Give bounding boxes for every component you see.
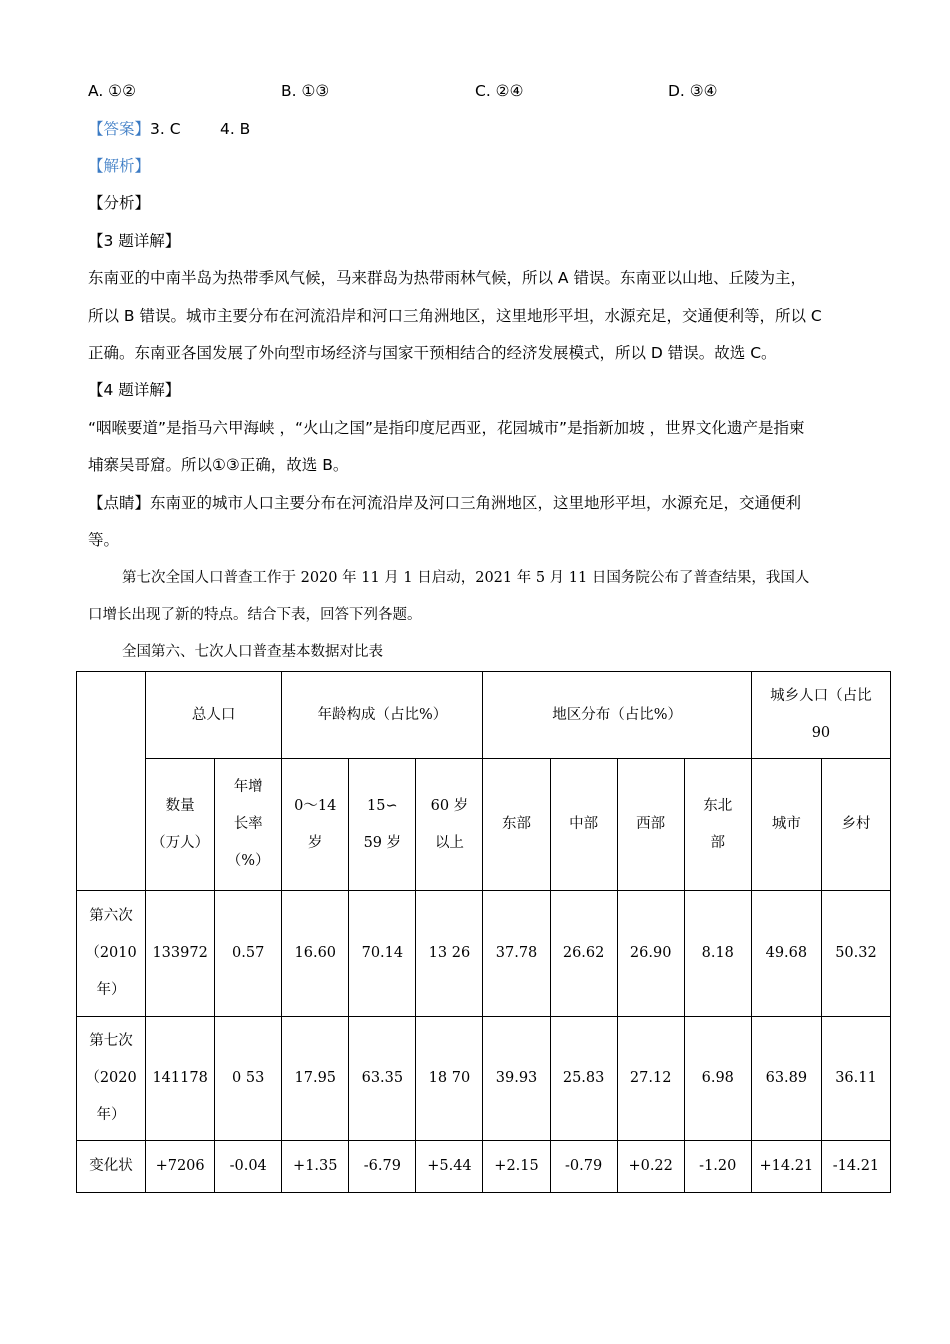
sub-age3 xyxy=(416,759,483,891)
row-label: 变化状 xyxy=(77,1141,146,1193)
sub-age1-l1: 0～14 xyxy=(294,797,337,814)
census-table xyxy=(76,671,891,1193)
sub-age2-l1: 15∽ xyxy=(367,797,398,814)
group-urban-rural-line-1: 城乡人口（占比 xyxy=(770,688,872,704)
cell: 6.98 xyxy=(684,1017,751,1141)
cell: 141178 xyxy=(146,1017,215,1141)
sub-rate-l1: 年增 xyxy=(233,779,263,795)
q3-title: 【3 题详解】 xyxy=(88,232,181,250)
row-label-l2: （2010 xyxy=(85,945,137,961)
dianjing-tag: 【点睛】 xyxy=(88,494,151,512)
table-sub-header xyxy=(77,759,891,891)
row-label-l3: 年） xyxy=(96,1107,126,1123)
cell: 16.60 xyxy=(282,891,349,1017)
cell: 49.68 xyxy=(751,891,821,1017)
group-region: 地区分布（占比%） xyxy=(483,672,751,759)
cell: 50.32 xyxy=(821,891,890,1017)
sub-rate-l3: （%） xyxy=(226,853,270,869)
table-row xyxy=(77,1017,891,1141)
sub-age1-l2: 岁 xyxy=(308,834,323,851)
cell: 13 26 xyxy=(416,891,483,1017)
group-urban-rural-line-2: 90 xyxy=(811,725,831,741)
sub-east: 东部 xyxy=(483,759,550,891)
cell: 8.18 xyxy=(684,891,751,1017)
cell: 39.93 xyxy=(483,1017,550,1141)
row-label xyxy=(77,891,146,1017)
row-label-l1: 第七次 xyxy=(89,1033,133,1049)
corner-cell xyxy=(77,672,146,891)
cell: +0.22 xyxy=(617,1141,684,1193)
cell: 0.57 xyxy=(215,891,282,1017)
cell: +14.21 xyxy=(751,1141,821,1193)
row-label xyxy=(77,1017,146,1141)
cell: +1.35 xyxy=(282,1141,349,1193)
sub-rate-l2: 长率 xyxy=(233,816,263,832)
q3-line-1: 东南亚的中南半岛为热带季风气候，马来群岛为热带雨林气候，所以 A 错误。东南亚以山地、丘陵为主， xyxy=(88,269,806,287)
dianjing-line-2: 等。 xyxy=(88,531,120,549)
cell: 37.78 xyxy=(483,891,550,1017)
cell: 18 70 xyxy=(416,1017,483,1141)
analysis-tag: 【解析】 xyxy=(88,157,151,175)
cell: -14.21 xyxy=(821,1141,890,1193)
sub-age1 xyxy=(282,759,349,891)
group-total: 总人口 xyxy=(146,672,282,759)
sub-west: 西部 xyxy=(617,759,684,891)
cell: +7206 xyxy=(146,1141,215,1193)
q3-line-2: 所以 B 错误。城市主要分布在河流沿岸和河口三角洲地区，这里地形平坦，水源充足，交通便利等，所以 C xyxy=(88,307,822,325)
row-label-l1: 第六次 xyxy=(89,908,133,924)
intro-line-2: 口增长出现了新的特点。结合下表，回答下列各题。 xyxy=(88,607,422,623)
cell: -0.04 xyxy=(215,1141,282,1193)
cell: 133972 xyxy=(146,891,215,1017)
group-age: 年龄构成（占比%） xyxy=(282,672,483,759)
cell: 26.90 xyxy=(617,891,684,1017)
cell: +2.15 xyxy=(483,1141,550,1193)
dianjing-line-1 xyxy=(88,493,801,513)
sub-northeast-l1: 东北 xyxy=(703,797,733,814)
option-d: D. ③④ xyxy=(668,82,718,100)
cell: +5.44 xyxy=(416,1141,483,1193)
sub-rural: 乡村 xyxy=(821,759,890,891)
cell: 26.62 xyxy=(550,891,617,1017)
sub-age3-l1: 60 岁 xyxy=(430,797,469,814)
row-label-l2: （2020 xyxy=(85,1070,137,1086)
cell: 17.95 xyxy=(282,1017,349,1141)
sub-rate xyxy=(215,759,282,891)
cell: 36.11 xyxy=(821,1017,890,1141)
answer-tag: 【答案】 xyxy=(88,120,151,138)
option-a: A. ①② xyxy=(88,82,136,100)
cell: -6.79 xyxy=(349,1141,416,1193)
row-label-l3: 年） xyxy=(96,982,126,998)
intro-line-1: 第七次全国人口普查工作于 2020 年 11 月 1 日启动，2021 年 5 月 11 日国务院公布了普查结果，我国人 xyxy=(122,570,810,586)
option-b: B. ①③ xyxy=(281,82,330,100)
sub-northeast-l2: 部 xyxy=(710,834,726,851)
q4-line-2: 埔寨吴哥窟。所以①③正确，故选 B。 xyxy=(88,456,349,474)
sub-central: 中部 xyxy=(550,759,617,891)
cell: 27.12 xyxy=(617,1017,684,1141)
table-title: 全国第六、七次人口普查基本数据对比表 xyxy=(122,644,383,660)
sub-age2-l2: 59 岁 xyxy=(363,834,402,851)
sub-northeast xyxy=(684,759,751,891)
sub-count xyxy=(146,759,215,891)
table-row xyxy=(77,1141,891,1193)
q4-title: 【4 题详解】 xyxy=(88,381,181,399)
sub-age2 xyxy=(349,759,416,891)
table-group-header xyxy=(77,672,891,759)
answer-line xyxy=(88,119,250,139)
q4-line-1: “咽喉要道”是指马六甲海峡 ，“火山之国”是指印度尼西亚，花园城市”是指新加坡 ，世界文化遗产是指柬 xyxy=(88,419,805,437)
cell: 70.14 xyxy=(349,891,416,1017)
cell: -0.79 xyxy=(550,1141,617,1193)
sub-urban: 城市 xyxy=(751,759,821,891)
sub-age3-l2: 以上 xyxy=(434,834,464,851)
fenxi-tag: 【分析】 xyxy=(88,194,151,212)
table-row xyxy=(77,891,891,1017)
q3-line-3: 正确。东南亚各国发展了外向型市场经济与国家干预相结合的经济发展模式，所以 D 错误。故选 C。 xyxy=(88,344,777,362)
answer-text: 3. C 4. B xyxy=(150,120,251,138)
dianjing-text-1: 东南亚的城市人口主要分布在河流沿岸及河口三角洲地区，这里地形平坦，水源充足，交通便利 xyxy=(150,494,802,512)
cell: 0 53 xyxy=(215,1017,282,1141)
cell: 63.35 xyxy=(349,1017,416,1141)
cell: 25.83 xyxy=(550,1017,617,1141)
cell: 63.89 xyxy=(751,1017,821,1141)
sub-count-l2: （万人） xyxy=(151,834,210,851)
option-c: C. ②④ xyxy=(475,82,524,100)
group-urban-rural xyxy=(751,672,890,759)
sub-count-l1: 数量 xyxy=(165,797,195,814)
cell: -1.20 xyxy=(684,1141,751,1193)
